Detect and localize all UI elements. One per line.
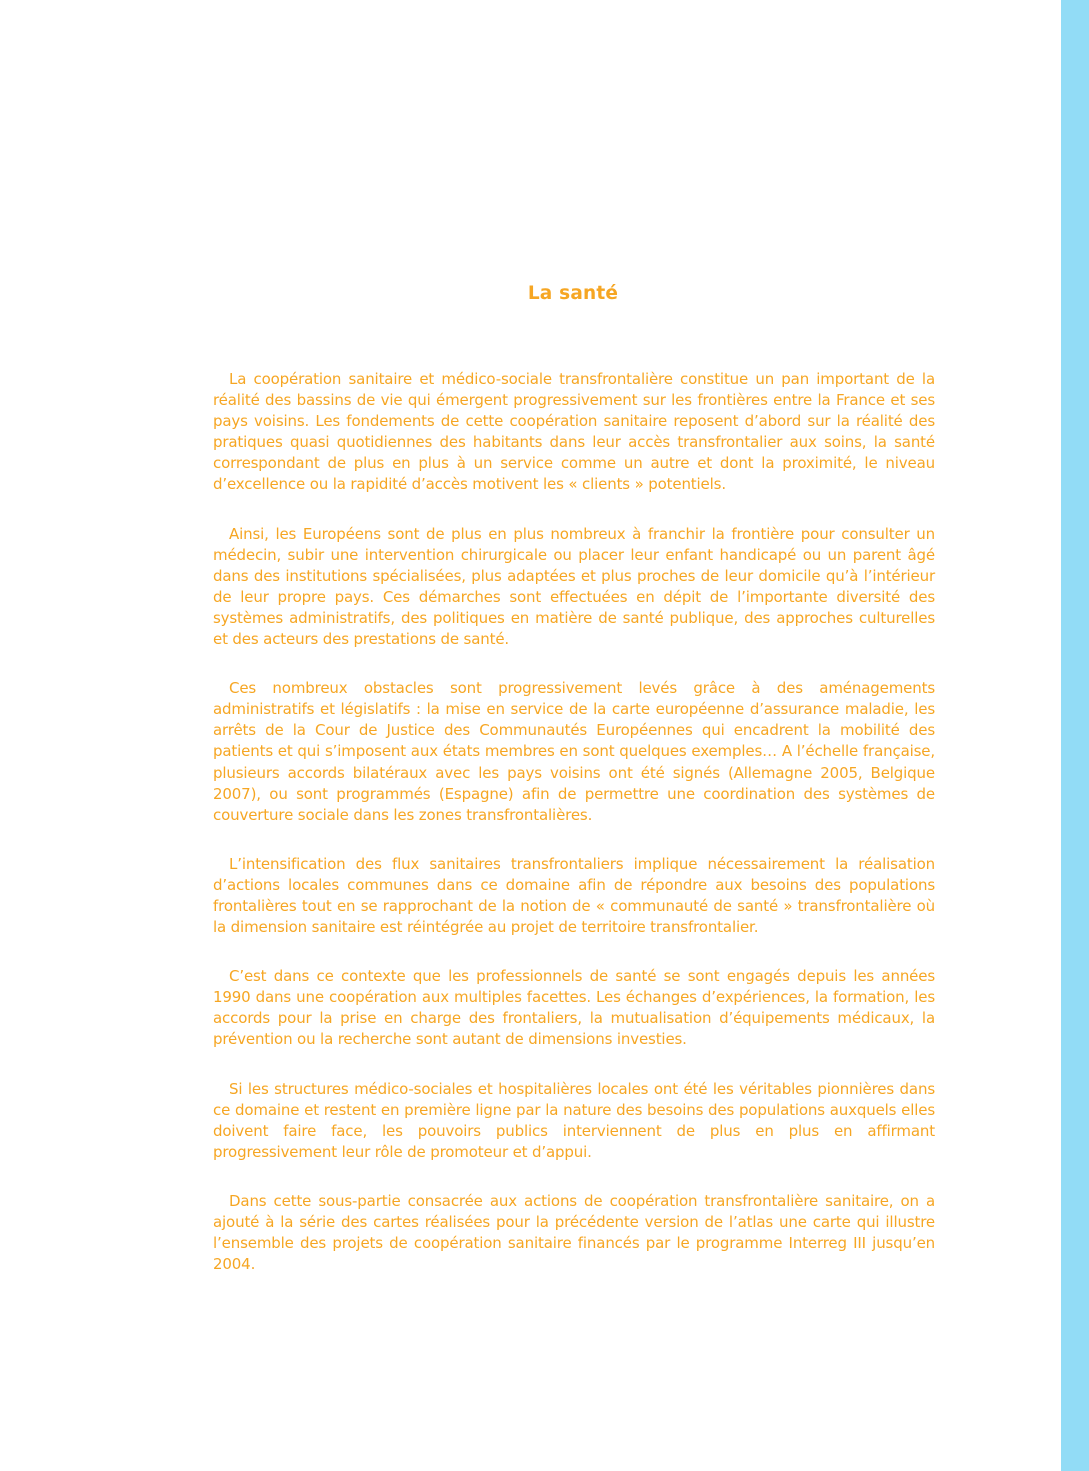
body-text [213,369,935,1303]
paragraph-3: Ces nombreux obstacles sont progressivement levés grâce à des aménagements administratifs et législatifs : la mise en service de la carte européenne d’assurance maladie, les arrêts de la Cour de Justice des Communautés Européennes qui encadrent la mobilité des patients et qui s’imposent aux états membres en sont quelques exemples… A l’échelle française, plusieurs accords bilatéraux avec les pays voisins ont été signés (Allemagne 2005, Belgique 2007), ou sont programmés (Espagne) afin de permettre une coordination des systèmes de couverture sociale dans les zones transfrontalières. [213,679,935,824]
paragraph-6: Si les structures médico-sociales et hospitalières locales ont été les véritables pionnières dans ce domaine et restent en première ligne par la nature des besoins des populations auxquels elles doivent faire face, les pouvoirs publics interviennent de plus en plus en affirmant progressivement leur rôle de promoteur et d’appui. [213,1079,935,1161]
paragraph-5: C’est dans ce contexte que les professionnels de santé se sont engagés depuis les années 1990 dans une coopération aux multiples facettes. Les échanges d’expériences, la formation, les accords pour la prise en charge des frontaliers, la mutualisation d’équipements médicaux, la prévention ou la recherche sont autant de dimensions investies. [213,967,935,1049]
paragraph-2: Ainsi, les Européens sont de plus en plus nombreux à franchir la frontière pour consulter un médecin, subir une intervention chirurgicale ou placer leur enfant handicapé ou un parent âgé dans des institutions spécialisées, plus adaptées et plus proches de leur domicile qu’à l’intérieur de leur propre pays. Ces démarches sont effectuées en dépit de l’importante diversité des systèmes administratifs, des politiques en matière de santé publique, des approches culturelles et des acteurs des prestations de santé. [213,524,935,649]
paragraph-7: Dans cette sous-partie consacrée aux actions de coopération transfrontalière sanitaire, on a ajouté à la série des cartes réalisées pour la précédente version de l’atlas une carte qui illustre l’ensemble des projets de coopération sanitaire financés par le programme Interreg III jusqu’en 2004. [213,1191,935,1274]
side-color-band [1061,0,1089,1471]
paragraph-4: L’intensification des flux sanitaires transfrontaliers implique nécessairement la réalisation d’actions locales communes dans ce domaine afin de répondre aux besoins des populations frontalières tout en se rapprochant de la notion de « communauté de santé » transfrontalière où la dimension sanitaire est réintégrée au projet de territoire transfrontalier. [213,854,935,937]
page-title: La santé [527,283,619,304]
paragraph-1: La coopération sanitaire et médico-sociale transfrontalière constitue un pan important de la réalité des bassins de vie qui émergent progressivement sur les frontières entre la France et ses pays voisins. Les fondements de cette coopération sanitaire reposent d’abord sur la réalité des pratiques quasi quotidiennes des habitants dans leur accès transfrontalier aux soins, la santé correspondant de plus en plus à un service comme un autre et dont la proximité, le niveau d’excellence ou la rapidité d’accès motivent les « clients » potentiels. [213,370,935,494]
